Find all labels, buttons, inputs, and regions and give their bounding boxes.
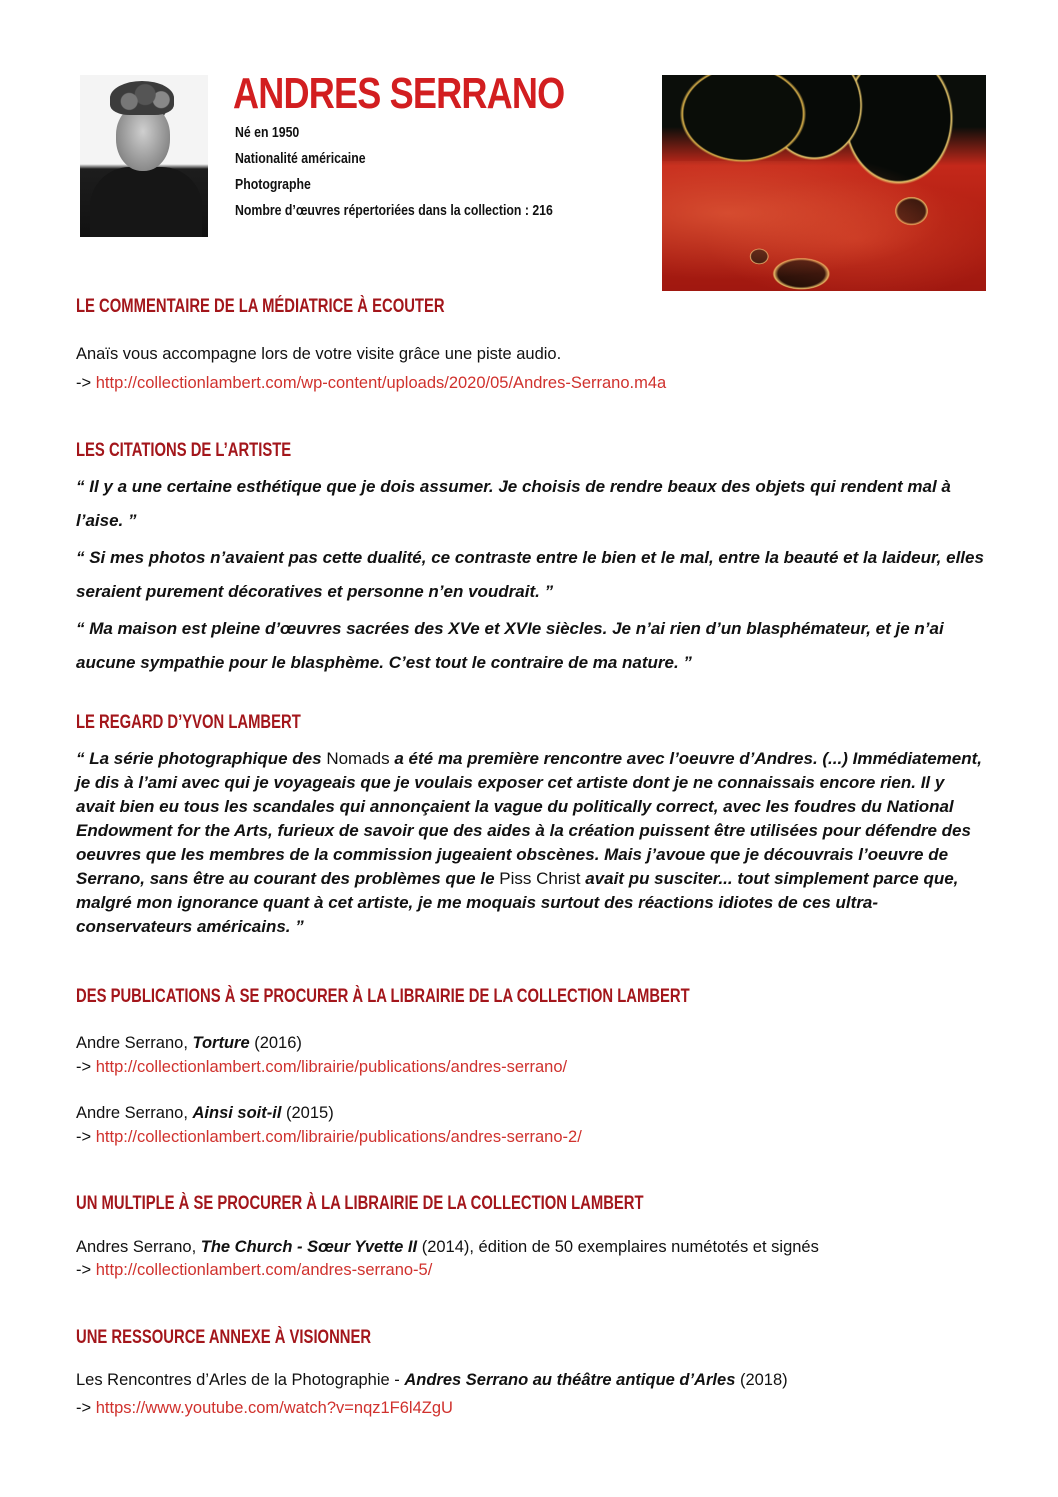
multiple-details: (2014), édition de 50 exemplaires numétotés et signés	[417, 1238, 819, 1256]
artist-quote-2: “ Si mes photos n’avaient pas cette dualité, ce contraste entre le bien et le mal, entre la beauté et la laideur, elles seraient purement décoratives et personne n’en voudrait. ”	[76, 548, 984, 601]
section-heading-publications: DES PUBLICATIONS À SE PROCURER À LA LIBRAIRIE DE LA COLLECTION LAMBERT	[76, 986, 690, 1007]
audio-description: Anaïs vous accompagne lors de votre visite grâce une piste audio.	[76, 345, 562, 363]
multiple-title: The Church - Sœur Yvette II	[200, 1238, 418, 1256]
profession-info: Photographe	[235, 176, 311, 193]
publication-year: (2015)	[281, 1104, 334, 1122]
artist-name: ANDRES SERRANO	[233, 69, 565, 118]
resource-source: Les Rencontres d’Arles de la Photographie -	[76, 1371, 405, 1389]
resource-description	[76, 1370, 788, 1390]
arrow-text: ->	[76, 1128, 92, 1146]
resource-link[interactable]: https://www.youtube.com/watch?v=nqz1F6l4ZgU	[95, 1399, 453, 1417]
arrow-text: ->	[76, 1399, 92, 1417]
multiple-description	[76, 1237, 819, 1257]
multiple-link[interactable]: http://collectionlambert.com/andres-serrano-5/	[95, 1261, 433, 1279]
quote-part-2: a été ma première rencontre avec l’oeuvre d’Andres. (...) Immédiatement, je dis à l’ami avec qui je voyageais que je voulais exposer cet artiste dont je ne connaissais encore rien. Il y avait bien eu tous les scandales qui annonçaient la vague du politically correct, avec les foudres du National Endowment for the Arts, furieux de savoir que des aides à la création puissent être utilisées pour défendre des oeuvres que les membres de la commission jugeaient obscènes. Mais j’avoue que je découvrais l’oeuvre de Serrano, sans être au courant des problèmes que le	[76, 749, 983, 888]
arrow-text: ->	[76, 1058, 92, 1076]
section-heading-audio: LE COMMENTAIRE DE LA MÉDIATRICE À ECOUTER	[76, 296, 445, 317]
nationality-info: Nationalité américaine	[235, 150, 366, 167]
arrow-text: ->	[76, 374, 92, 392]
publication-year: (2016)	[249, 1034, 302, 1052]
quote-part-1: “ La série photographique des	[76, 749, 327, 768]
publication-2-link-line	[76, 1127, 582, 1147]
publication-title: Torture	[192, 1034, 250, 1052]
publication-author: Andre Serrano,	[76, 1034, 193, 1052]
publication-1	[76, 1033, 302, 1053]
section-heading-quotes: LES CITATIONS DE L’ARTISTE	[76, 440, 292, 461]
publication-2-link[interactable]: http://collectionlambert.com/librairie/publications/andres-serrano-2/	[95, 1128, 582, 1146]
arrow-text: ->	[76, 1261, 92, 1279]
portrait-hair	[110, 81, 174, 115]
publication-1-link[interactable]: http://collectionlambert.com/librairie/publications/andres-serrano/	[95, 1058, 568, 1076]
artist-quote-1: “ Il y a une certaine esthétique que je dois assumer. Je choisis de rendre beaux des objets qui rendent mal à l’aise. ”	[76, 477, 951, 530]
publication-author: Andre Serrano,	[76, 1104, 193, 1122]
multiple-link-line	[76, 1260, 432, 1280]
nomads-title: Nomads	[326, 749, 390, 768]
yvon-lambert-quote	[76, 747, 986, 939]
section-heading-multiple: UN MULTIPLE À SE PROCURER À LA LIBRAIRIE DE LA COLLECTION LAMBERT	[76, 1193, 644, 1214]
resource-title: Andres Serrano au théâtre antique d’Arles	[404, 1371, 736, 1389]
piss-christ-title: Piss Christ	[499, 869, 581, 888]
multiple-author: Andres Serrano,	[76, 1238, 201, 1256]
works-count-info: Nombre d’œuvres répertoriées dans la collection : 216	[235, 202, 553, 219]
resource-link-line	[76, 1398, 453, 1418]
publication-title: Ainsi soit-il	[192, 1104, 282, 1122]
artist-portrait	[80, 75, 208, 237]
section-heading-resource: UNE RESSOURCE ANNEXE À VISIONNER	[76, 1327, 372, 1348]
artist-quote-3: “ Ma maison est pleine d’œuvres sacrées des XVe et XVIe siècles. Je n’ai rien d’un blasphémateur, et je n’ai aucune sympathie pour le blasphème. C’est tout le contraire de ma nature. ”	[76, 619, 944, 672]
quote-part-3: avait pu susciter... tout simplement parce que, malgré mon ignorance quant à cet artiste, je me moquais surtout des réactions idiotes de ces ultra-conservateurs américains. ”	[76, 869, 959, 936]
publication-1-link-line	[76, 1057, 567, 1077]
publication-2	[76, 1103, 334, 1123]
artwork-glow	[662, 161, 986, 291]
resource-year: (2018)	[735, 1371, 788, 1389]
portrait-coat	[90, 167, 202, 237]
birth-info: Né en 1950	[235, 124, 300, 141]
section-heading-regard: LE REGARD D’YVON LAMBERT	[76, 712, 301, 733]
audio-link[interactable]: http://collectionlambert.com/wp-content/uploads/2020/05/Andres-Serrano.m4a	[95, 374, 667, 392]
audio-link-line	[76, 373, 666, 393]
artwork-image	[662, 75, 986, 291]
